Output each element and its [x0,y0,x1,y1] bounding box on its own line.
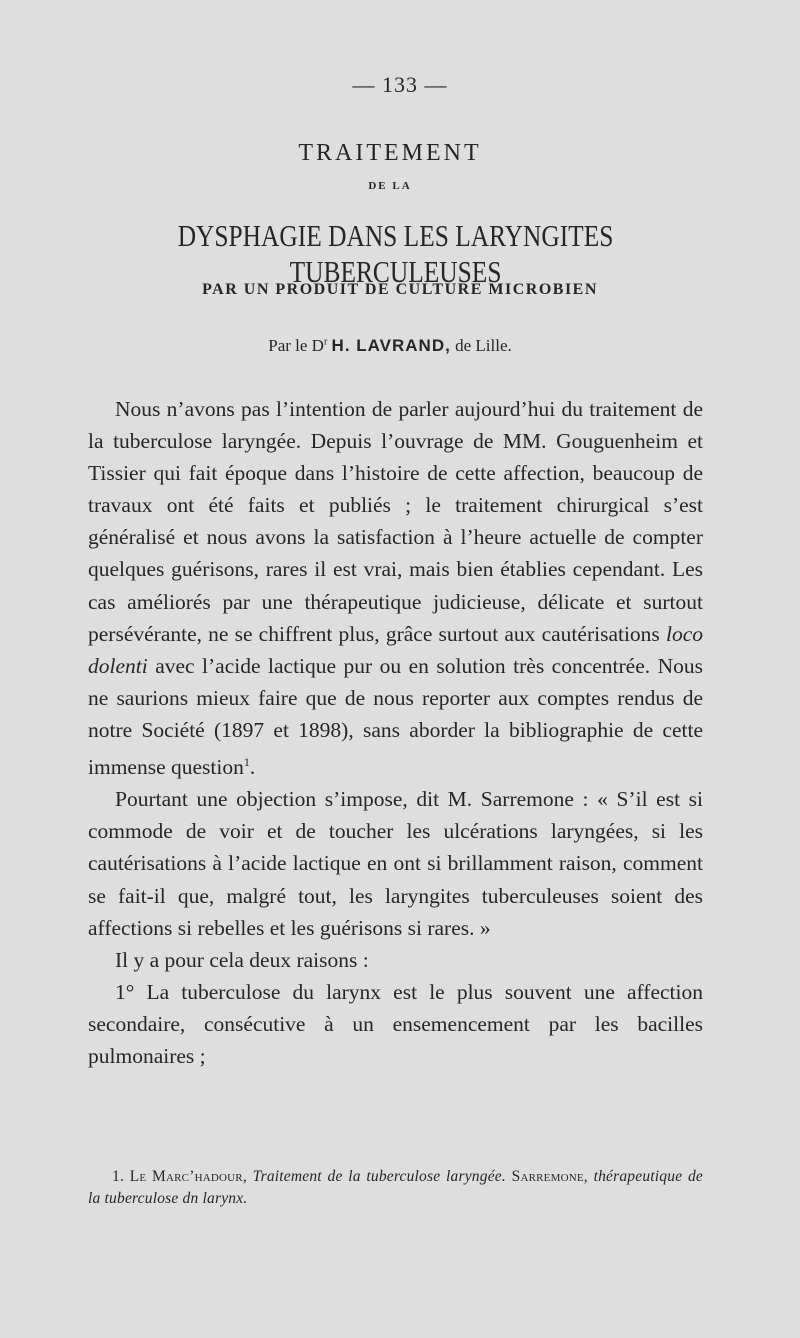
paragraph-1-italic: loco dolenti [88,621,703,678]
author-name: H. LAVRAND, [331,336,451,355]
paragraph-1-part-b: avec l’acide lactique pur ou en solution très concentrée. Nous ne saurions mieux faire que de nous reporter aux comptes rendus de notre Société (1897 et 1898), sans aborder la bibliographie de cette immense question [88,653,704,780]
body-text [88,393,703,1072]
author-suffix: de Lille. [455,336,512,355]
footnote-title-2: thérapeutique de la tuberculose dn larynx. [88,1168,703,1207]
subtitle: PAR UN PRODUIT DE CULTURE MICROBIEN [202,281,598,298]
paragraph-1-part-a: Nous n’avons pas l’intention de parler aujourd’hui du traitement de la tuberculose laryngée. Depuis l’ouvrage de MM. Gouguenheim et Tissier qui fait époque dans l’histoire de cette affection, beaucoup de travaux ont été faits et publiés ; le traitement chirurgical s’est généralisé et nous avons la satisfaction à l’heure actuelle de compter quelques guérisons, rares il est vrai, mais bien établies cependant. Les cas améliorés par une thérapeutique judicieuse, délicate et surtout persévérante, ne se chiffrent plus, grâce surtout aux cautérisations [88,397,703,646]
author-prefix-sup: r [323,336,328,348]
title-line-2: DE LA [368,180,412,192]
paragraph-1 [88,393,703,783]
footnote-title-1: Traitement de la tuberculose laryngée. [252,1168,506,1185]
author-prefix: Par le D [268,336,324,355]
footnote-author-2: Sarremone, [511,1168,588,1185]
title-line-3: DYSPHAGIE DANS LES LARYNGITES TUBERCULEUSES [177,218,614,289]
author-line [0,336,780,356]
paragraph-3: Il y a pour cela deux raisons : [115,947,369,972]
paragraph-4: 1° La tuberculose du larynx est le plus souvent une affection secondaire, consécutive à un ensemencement par les bacilles pulmonaires ; [88,979,703,1069]
footnote-number: 1. [112,1168,125,1185]
footnote [88,1166,703,1210]
footnote-ref: 1 [243,755,250,770]
page-number: — 133 — [352,72,448,97]
title-line-1: TRAITEMENT [298,140,482,166]
paragraph-1-end: . [249,755,256,780]
footnote-author-1: Le Marc’hadour, [129,1168,247,1185]
paragraph-2: Pourtant une objection s’impose, dit M. Sarremone : « S’il est si commode de voir et de toucher les ulcérations laryngées, si les cautérisations à l’acide lactique en ont si brillamment raison, comment se fait-il que, malgré tout, les laryngites tuberculeuses soient des affections si rebelles et les guérisons si rares. » [88,787,703,940]
